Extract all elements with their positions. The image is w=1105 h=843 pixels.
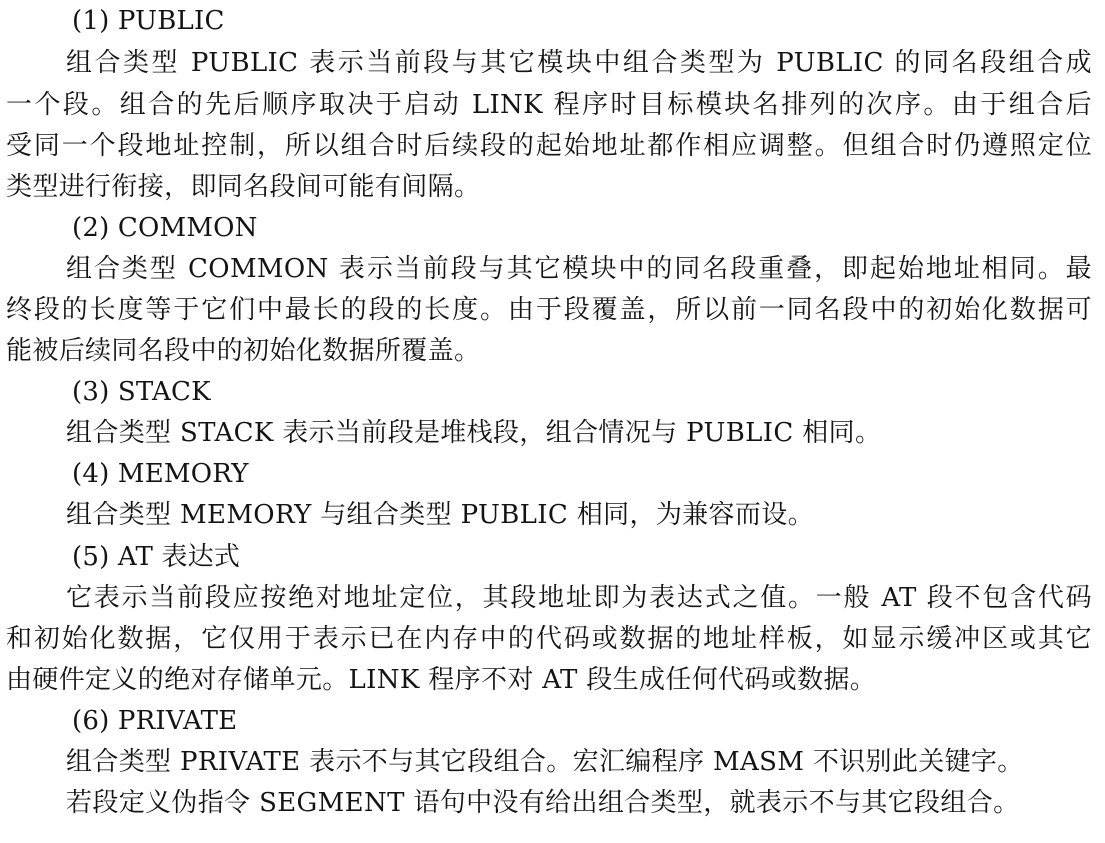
section-heading-stack: (3) STACK (72, 377, 211, 407)
paragraph-line: 能被后续同名段中的初始化数据所覆盖。 (6, 336, 481, 366)
paragraph-line: 受同一个段地址控制，所以组合时后续段的起始地址都作相应调整。但组合时仍遵照定位 (6, 131, 1092, 161)
paragraph-line: 一个段。组合的先后顺序取决于启动 LINK 程序时目标模块名排列的次序。由于组合后 (6, 90, 1092, 120)
section-heading-memory: (4) MEMORY (72, 459, 249, 489)
paragraph-line: 终段的长度等于它们中最长的段的长度。由于段覆盖，所以前一同名段中的初始化数据可 (6, 295, 1092, 325)
paragraph-line: 组合类型 PRIVATE 表示不与其它段组合。宏汇编程序 MASM 不识别此关键字。 (66, 747, 1024, 777)
paragraph-line: 组合类型 PUBLIC 表示当前段与其它模块中组合类型为 PUBLIC 的同名段组合成 (66, 48, 1092, 78)
section-heading-common: (2) COMMON (72, 213, 258, 243)
paragraph-line: 和初始化数据，它仅用于表示已在内存中的代码或数据的地址样板，如显示缓冲区或其它 (6, 624, 1092, 654)
paragraph-line: 组合类型 STACK 表示当前段是堆栈段，组合情况与 PUBLIC 相同。 (66, 418, 882, 448)
paragraph-line: 若段定义伪指令 SEGMENT 语句中没有给出组合类型，就表示不与其它段组合。 (66, 788, 1020, 818)
paragraph-line: 由硬件定义的绝对存储单元。LINK 程序不对 AT 段生成任何代码或数据。 (6, 665, 877, 695)
paragraph-line: 类型进行衔接，即同名段间可能有间隔。 (6, 172, 481, 202)
paragraph-line: 组合类型 MEMORY 与组合类型 PUBLIC 相同，为兼容而设。 (66, 500, 814, 530)
paragraph-line: 它表示当前段应按绝对地址定位，其段地址即为表达式之值。一般 AT 段不包含代码 (66, 583, 1092, 613)
paragraph-line: 组合类型 COMMON 表示当前段与其它模块中的同名段重叠，即起始地址相同。最 (66, 254, 1092, 284)
section-heading-at: (5) AT 表达式 (72, 542, 241, 572)
section-heading-public: (1) PUBLIC (72, 6, 225, 36)
section-heading-private: (6) PRIVATE (72, 706, 238, 736)
